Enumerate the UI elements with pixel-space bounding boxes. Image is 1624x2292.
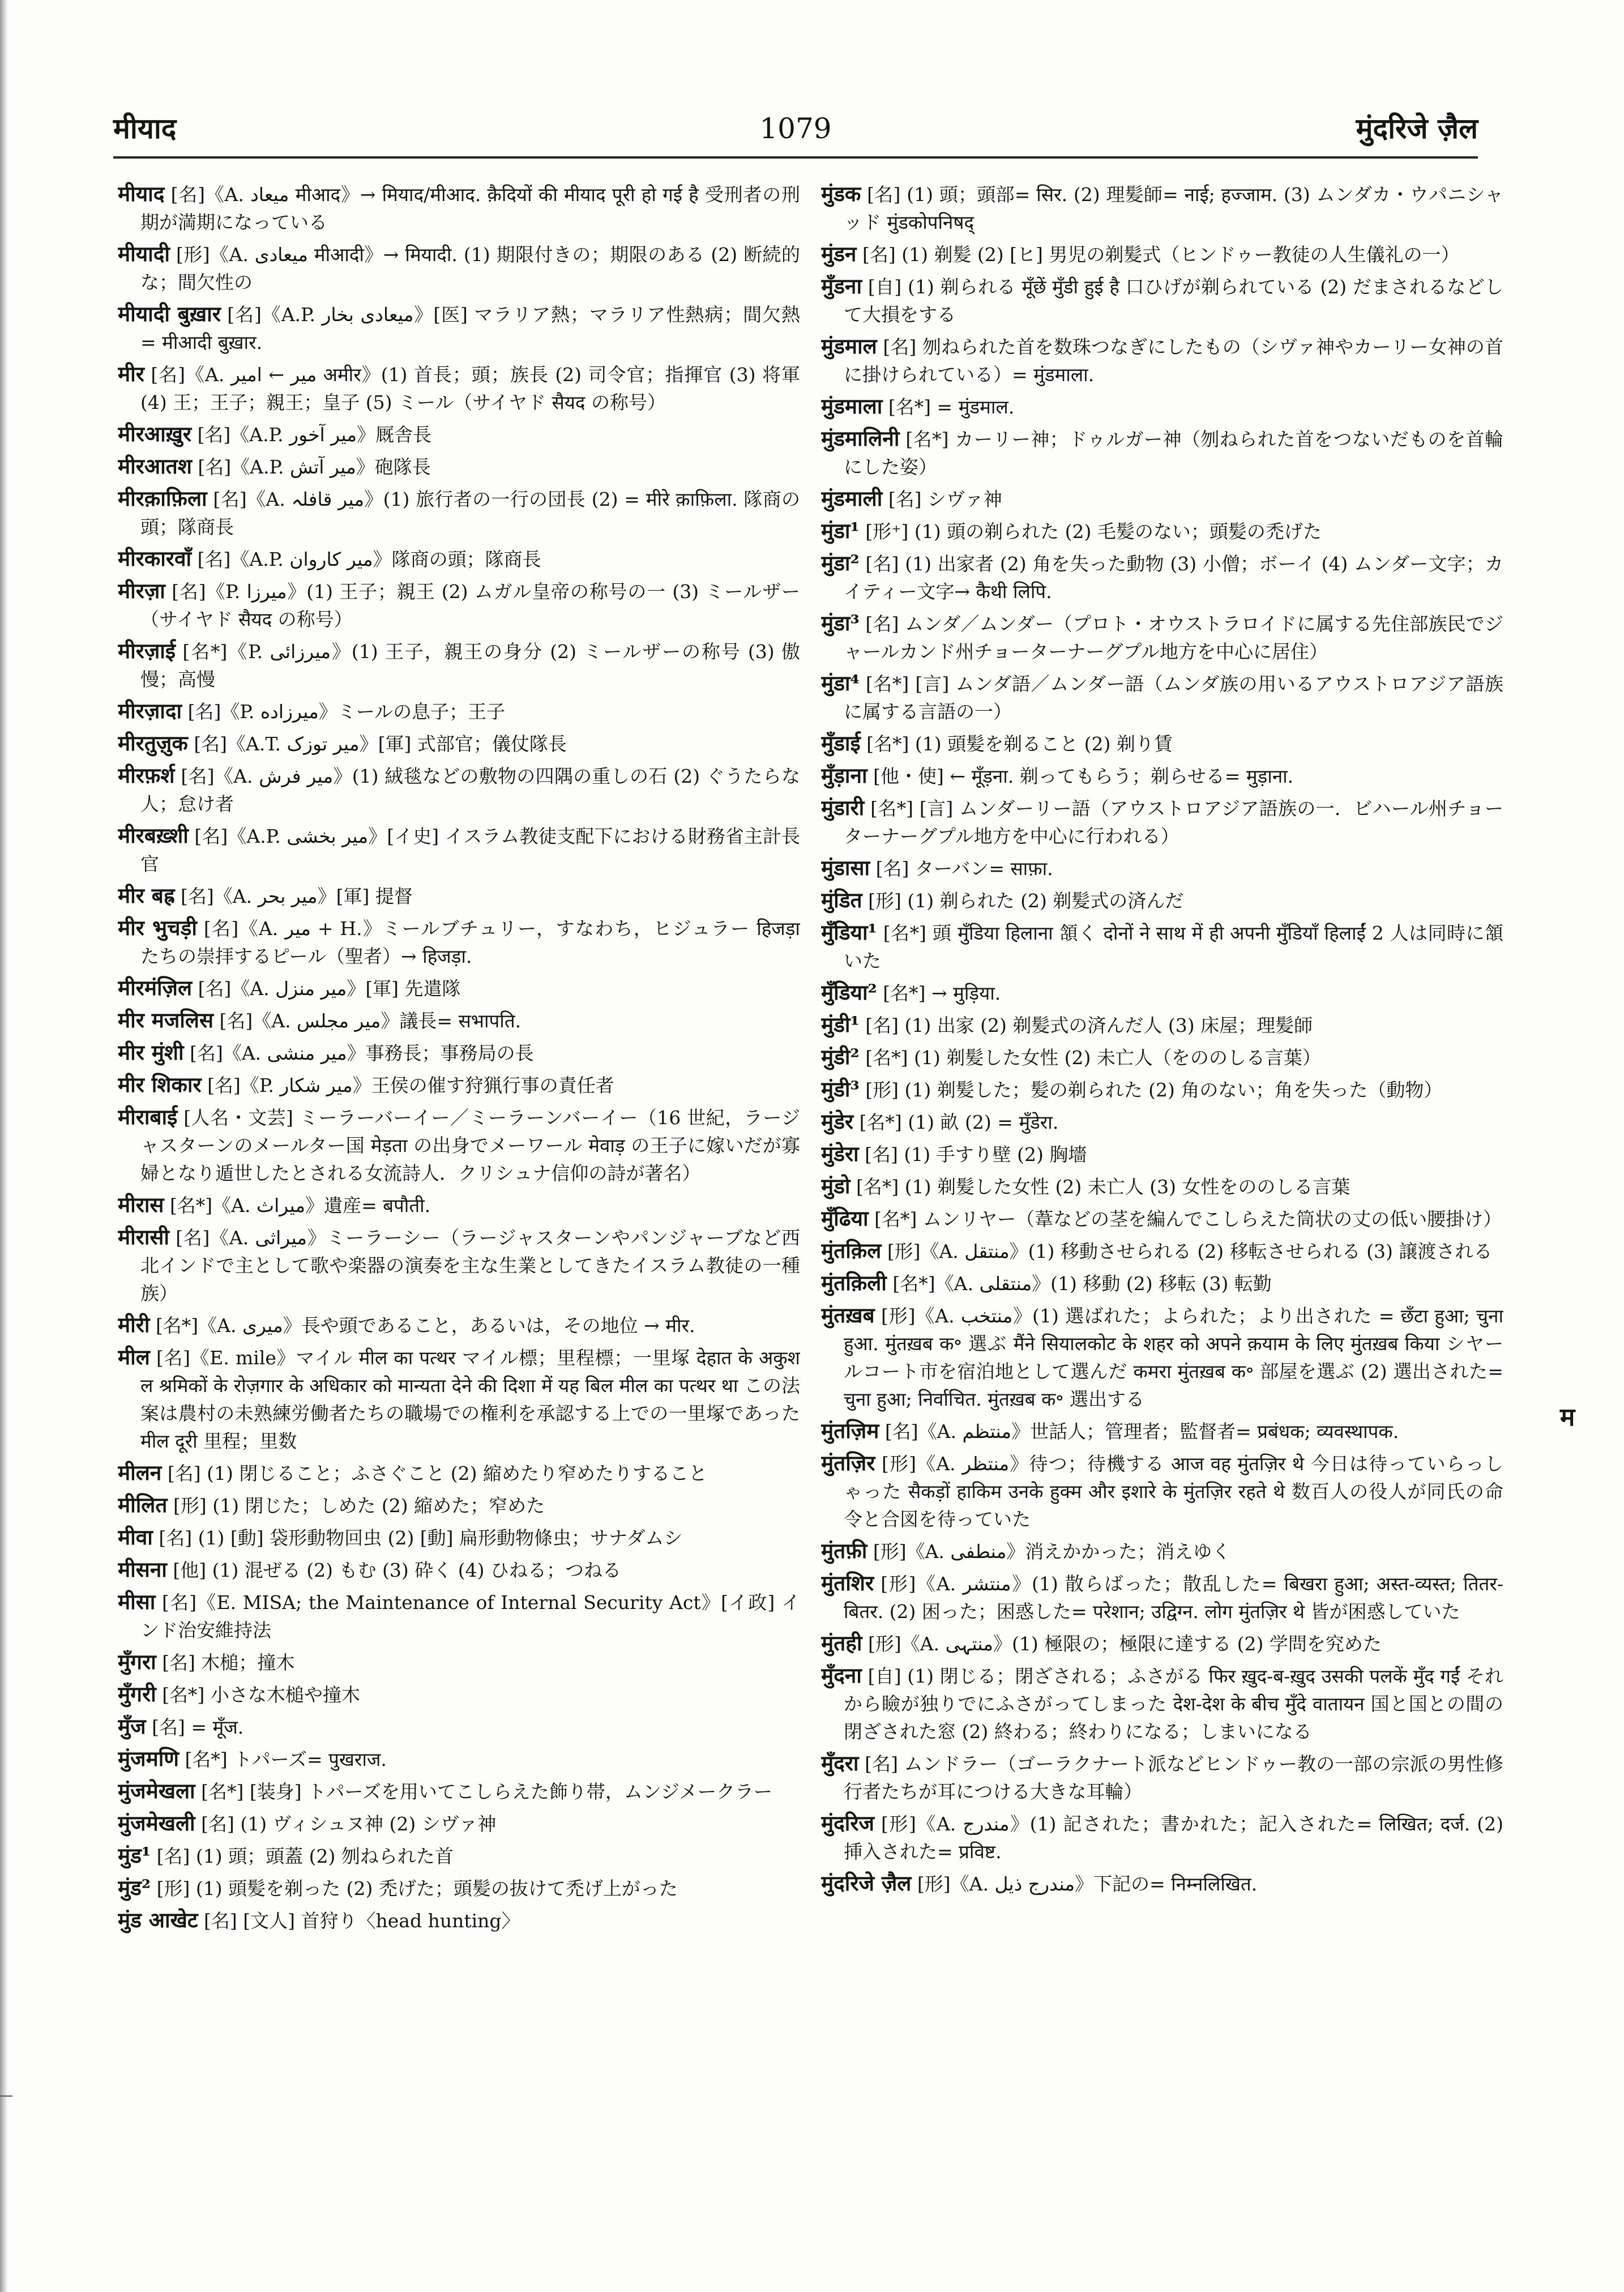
entry-headword: मुंजमेखला <box>118 1778 195 1803</box>
dictionary-entry <box>821 1537 1503 1565</box>
entry-headword: मुँडाई <box>821 731 861 756</box>
dictionary-entry <box>118 1491 800 1520</box>
entry-definition: [名*]《A. میراث》遺産= बपौती. <box>169 1194 431 1217</box>
dictionary-entry <box>821 1749 1503 1806</box>
dictionary-entry <box>821 1140 1503 1168</box>
entry-headword: मुंतफ़ी <box>821 1538 867 1563</box>
entry-headword: मीर बह्र <box>118 883 175 908</box>
entry-definition: [名*] カーリー神；ドゥルガー神（刎ねられた首をつないだものを首輪にした姿） <box>844 428 1503 478</box>
entry-definition: [名*] 頭 मुँडिया हिलाना 頷く दोनों ने साथ में ही अपनी मुँडियाँ हिलाईं 2 人は同時に頷いた <box>844 922 1503 972</box>
dictionary-entry <box>821 669 1503 725</box>
entry-headword: मीसना <box>118 1557 167 1582</box>
entry-definition: [名*] → मुड़िया. <box>883 982 1001 1004</box>
entry-headword: मीरकारवाँ <box>118 546 192 571</box>
entry-definition: [形]《A. مندرج》(1) 記された；書かれた；記入された= लिखित; दर्ज. (2) 挿入された= प्रविष्ट. <box>844 1813 1503 1863</box>
entry-definition: [名] (1) 出家者 (2) 角を失った動物 (3) 小僧；ボーイ (4) ムンダー文字；カイティー文字→ कैथी लिपि. <box>844 553 1503 603</box>
entry-definition: [名]《A. میر قافلہ》(1) 旅行者の一行の団長 (2) = मीरे क़ाफ़िला. 隊商の頭；隊商長 <box>140 488 800 538</box>
entry-definition: [名]《A. میراثی》ミーラーシー（ラージャスターンやパンジャーブなど西北インドで主として歌や楽器の演奏を主な生業としてきたイスラム教徒の一種族） <box>140 1227 800 1304</box>
entry-definition: [名] 刎ねられた首を数珠つなぎにしたもの（シヴァ神やカーリー女神の首に掛けられている）= मुंडमाला. <box>844 336 1503 386</box>
dictionary-entry <box>821 794 1503 850</box>
entry-definition: [名] 木槌；撞木 <box>162 1651 295 1674</box>
dictionary-entry <box>118 1039 800 1067</box>
entry-definition: [名*]《P. میرزائی》(1) 王子，親王の身分 (2) ミールザーの称号 (3) 傲慢；高慢 <box>140 641 800 690</box>
entry-definition: [名]《A. میر منشی》事務長；事務局の長 <box>190 1042 534 1064</box>
entry-definition: [名] シヴァ神 <box>888 488 1002 510</box>
entry-definition: [形]《A. منتظر》待つ；待機する आज वह मुंतज़िर थे 今日は待っていらっしゃった सैकड़ों हाकिम उनके हुक्म और इशारे के मुंतज़िर रहते थे 数百人の役人が同氏の命令と合図を待っていた <box>844 1453 1503 1530</box>
entry-definition: [名] (1) ヴィシュヌ神 (2) シヴァ神 <box>201 1813 497 1835</box>
entry-headword: मुंडक <box>821 181 861 206</box>
dictionary-entry <box>821 1301 1503 1413</box>
entry-definition: [名]《A. میر بحر》[軍] 提督 <box>181 885 413 907</box>
entry-headword: मीर शिकार <box>118 1072 202 1097</box>
page-number: 1079 <box>759 112 832 145</box>
entry-definition: [形]《A. منطفی》消えかかった；消えゆく <box>873 1540 1231 1563</box>
entry-headword: मुँड़ाना <box>821 763 867 788</box>
dictionary-entry <box>821 485 1503 513</box>
entry-headword: मुंडमालिनी <box>821 426 900 451</box>
entry-headword: मुंड² <box>118 1875 151 1900</box>
entry-definition: [名]《A.P. میر آخور》厩舎長 <box>197 424 432 446</box>
entry-headword: मीयाद <box>118 181 165 206</box>
scan-edge-mark <box>0 2095 12 2097</box>
dictionary-entry <box>118 1071 800 1099</box>
entry-headword: मुंडन <box>821 241 857 266</box>
dictionary-entry <box>118 1556 800 1584</box>
dictionary-entry <box>118 1191 800 1219</box>
entry-definition: [名] ターバン= साफ़ा. <box>875 857 1053 880</box>
entry-definition: [名*] = मुंडमाल. <box>888 396 1015 418</box>
entry-headword: मीरज़ादा <box>118 698 182 723</box>
entry-definition: [名]《A. منتظم》世話人；管理者；監督者= प्रबंधक; व्यवस्थापक. <box>884 1420 1399 1442</box>
entry-definition: [名*] トパーズ= पुखराज. <box>185 1748 387 1770</box>
entry-headword: मीर मुंशी <box>118 1040 184 1065</box>
dictionary-entry <box>821 332 1503 389</box>
dictionary-entry <box>821 1011 1503 1039</box>
entry-definition: [形]《A. میعادی मीआदी》→ मियादी. (1) 期限付きの；期限のある (2) 断続的な；間欠性の <box>140 244 800 293</box>
dictionary-entry <box>821 1269 1503 1297</box>
entry-definition: [形] (1) 頭髪を剃った (2) 禿げた；頭髪の抜けて禿げ上がった <box>156 1877 678 1900</box>
dictionary-entry <box>821 272 1503 328</box>
entry-headword: मीरक़ाफ़िला <box>118 486 207 511</box>
entry-definition: [名]《A. میر منزل》[軍] 先遣隊 <box>198 978 461 1000</box>
entry-definition: [名] ムンダ／ムンダー（プロト・オウストラロイドに属する先住部族民でジャールカンド州チョーターナーグプル地方を中心に居住） <box>844 613 1503 663</box>
dictionary-entry <box>118 1906 800 1935</box>
entry-headword: मुंडमाला <box>821 394 883 419</box>
dictionary-entry <box>118 577 800 633</box>
entry-headword: मीराबाई <box>118 1104 178 1129</box>
entry-definition: [他・使] ← मूँड़ना. 剃ってもらう；剃らせる= मुड़ाना. <box>873 765 1294 787</box>
entry-definition: [名] (1) 閉じること；ふさぐこと (2) 縮めたり窄めたりすること <box>167 1462 708 1484</box>
entry-headword: मुंडारी <box>821 795 865 820</box>
entry-headword: मीर मजलिस <box>118 1008 213 1032</box>
entry-definition: [名]《A. میر ← امیر अमीर》(1) 首長；頭；族長 (2) 司令官；指揮官 (3) 将軍 (4) 王；王子；親王；皇子 (5) ミール（サイヤド सैयद の称号） <box>140 364 800 413</box>
entry-headword: मुंदरिज <box>821 1811 874 1836</box>
dictionary-entry <box>118 360 800 416</box>
entry-headword: मुँडिया² <box>821 980 877 1005</box>
entry-headword: मुंतही <box>821 1631 862 1655</box>
entry-headword: मुंड¹ <box>118 1843 151 1868</box>
dictionary-entry <box>821 517 1503 545</box>
dictionary-entry <box>821 425 1503 481</box>
entry-definition: [形]《A. منتقل》(1) 移動させられる (2) 移転させられる (3) 譲渡される <box>887 1240 1493 1262</box>
entry-headword: मुंतशिर <box>821 1570 874 1595</box>
entry-definition: [名*] [装身] トパーズを用いてこしらえた飾り帯，ムンジメークラー <box>201 1781 773 1803</box>
entry-headword: मीरज़ाई <box>118 638 176 663</box>
entry-definition: [形]《A. منتہی》(1) 極限の；極限に達する (2) 学問を究めた <box>867 1633 1382 1655</box>
dictionary-entry <box>118 729 800 758</box>
dictionary-entry <box>118 485 800 541</box>
dictionary-entry <box>821 180 1503 236</box>
entry-definition: [名]《A.P. میر آتش》砲隊長 <box>198 456 431 478</box>
entry-definition: [名]《A. میر مجلس》議長= सभापति. <box>219 1010 522 1032</box>
dictionary-entry <box>821 1205 1503 1233</box>
dictionary-entry <box>118 1777 800 1806</box>
entry-definition: [名] (1) 頭；頭部= सिर. (2) 理髪師= नाई; हज्जाम. (3) ムンダカ・ウパニシャッド मुंडकोपनिषद् <box>844 183 1503 233</box>
entry-definition: [名] = मूँज. <box>152 1716 244 1738</box>
dictionary-entry <box>118 882 800 910</box>
entry-definition: [名] (1) 手すり壁 (2) 胸墻 <box>865 1143 1087 1166</box>
entry-headword: मुंतज़िम <box>821 1418 879 1443</box>
dictionary-entry <box>118 1874 800 1902</box>
dictionary-entry <box>118 1588 800 1644</box>
dictionary-entry <box>118 1745 800 1773</box>
entry-headword: मीर <box>118 361 144 386</box>
dictionary-entry <box>118 1648 800 1676</box>
entry-definition: [名] [文人] 首狩り〈head hunting〉 <box>204 1910 520 1932</box>
entry-headword: मीरआतश <box>118 454 192 479</box>
dictionary-entry <box>118 1809 800 1838</box>
entry-definition: [人名・文芸] ミーラーバーイー／ミーラーンバーイー（16 世紀，ラージャスターンのメールター国 मेड़ता の出身でメーワール मेवाड़ の王子に嫁いだが寡婦となり遁世したとされる女流詩人．クリシュナ信仰の詩が著名） <box>140 1107 800 1184</box>
dictionary-entry <box>118 240 800 296</box>
header-rule <box>113 156 1478 159</box>
entry-definition: [名]《E. mile》マイル मील का पत्थर マイル標；里程標；一里塚 देहात के अकुशल श्रमिकों के रोज़गार के अधिकार को मान्यता देने की दिशा में यह बिल मील का पत्थर था この法案は農村の未熟練労働者たちの職場での権利を承認する上での一里塚であった मील दूरी 里程；里数 <box>140 1347 800 1452</box>
dictionary-entry <box>118 637 800 693</box>
entry-headword: मुंडासा <box>821 855 870 880</box>
dictionary-entry <box>118 300 800 356</box>
entry-headword: मुंदरिजे ज़ैल <box>821 1871 912 1896</box>
entry-definition: [名*] (1) 剃髪した女性 (2) 未亡人（をののしる言葉） <box>865 1047 1321 1069</box>
entry-headword: मीरमंज़िल <box>118 975 193 1000</box>
entry-headword: मुँडिया¹ <box>821 920 877 945</box>
dictionary-entry <box>118 453 800 481</box>
entry-definition: [名]《P. میر شکار》王侯の催す狩猟行事の責任者 <box>207 1074 614 1096</box>
entry-definition: [形] (1) 閉じた；しめた (2) 縮めた；窄めた <box>173 1495 545 1517</box>
dictionary-entry <box>821 1043 1503 1072</box>
entry-headword: मुंडी³ <box>821 1077 860 1102</box>
entry-headword: मुंजमेखली <box>118 1811 195 1836</box>
entry-definition: [形] (1) 剃られた (2) 剃髪式の済んだ <box>868 890 1184 912</box>
dictionary-entry <box>821 1237 1503 1265</box>
entry-definition: [名]《A. میر + H.》ミールブチュリー，すなわち，ヒジュラー हिजड़ा たちの崇拝するピール（聖者）→ हिजड़ा. <box>140 917 800 967</box>
dictionary-entry <box>118 914 800 970</box>
entry-headword: मुँदरा <box>821 1751 859 1775</box>
entry-headword: मुंतख़ब <box>821 1303 875 1328</box>
entry-definition: [形]《A. مندرج ذیل》下記の= निम्नलिखित. <box>917 1873 1258 1895</box>
dictionary-entry <box>118 822 800 878</box>
entry-headword: मीरफ़र्श <box>118 763 175 788</box>
entry-headword: मुंडो <box>821 1173 851 1198</box>
entry-definition: [名] ムンドラー（ゴーラクナート派などヒンドゥー教の一部の宗派の男性修行者たちが耳につける大きな耳輪） <box>844 1753 1503 1803</box>
dictionary-entry <box>821 919 1503 975</box>
dictionary-entry <box>821 609 1503 665</box>
right-guide-word: मुंदरिजे ज़ैल <box>1356 112 1478 145</box>
entry-headword: मुंजमणि <box>118 1746 180 1771</box>
dictionary-entry <box>821 1662 1503 1745</box>
entry-headword: मुंडी¹ <box>821 1012 860 1037</box>
dictionary-entry <box>118 1459 800 1487</box>
dictionary-entry <box>821 729 1503 758</box>
entry-definition: [形⁺] (1) 頭の剃られた (2) 毛髪のない；頭髪の禿げた <box>865 520 1322 543</box>
dictionary-entry <box>118 420 800 449</box>
entry-definition: [名]《P. میرزا》(1) 王子；親王 (2) ムガル皇帝の称号の一 (3) ミールザー（サイヤド सैयद の称号） <box>140 581 800 630</box>
entry-headword: मीरबख़्शी <box>118 823 189 848</box>
entry-definition: [名*]《A. میری》長や頭であること，あるいは，その地位 → मीर. <box>155 1314 695 1337</box>
scan-page-edge <box>0 0 8 2292</box>
entry-definition: [名*] (1) 剃髪した女性 (2) 未亡人 (3) 女性をののしる言葉 <box>856 1176 1351 1198</box>
left-column <box>118 180 800 2174</box>
dictionary-entry <box>821 762 1503 790</box>
dictionary-entry <box>821 1417 1503 1445</box>
entry-headword: मुँगरा <box>118 1649 156 1674</box>
dictionary-entry <box>821 1075 1503 1104</box>
dictionary-entry <box>118 697 800 725</box>
dictionary-entry <box>821 979 1503 1007</box>
entry-definition: [名*] ムンリヤー（葦などの茎を編んでこしらえた筒状の丈の低い腰掛け） <box>874 1208 1502 1230</box>
entry-headword: मुंडा² <box>821 550 860 575</box>
dictionary-entry <box>118 180 800 236</box>
entry-definition: [名*] 小さな木槌や撞木 <box>162 1684 360 1706</box>
entry-definition: [形]《A. منتشر》(1) 散らばった；散乱した= बिखरा हुआ; अस्त-व्यस्त; तितर-बितर. (2) 困った；困惑した= परेशान; उद्विग्न. लोग मुंतज़िर थे 皆が困惑していた <box>844 1573 1503 1623</box>
entry-definition: [自] (1) 剃られる मूँछें मुँडी हुई है 口ひげが剃られている (2) だまされるなどして大損をする <box>844 276 1503 326</box>
dictionary-entry <box>118 1680 800 1709</box>
entry-headword: मीरतुज़ुक <box>118 731 188 756</box>
entry-definition: [名]《A. میعاد मीआद》→ मियाद/मीआद. क़ैदियों की मीयाद पूरी हो गई है 受刑者の刑期が満期になっている <box>140 183 800 233</box>
dictionary-entry <box>821 1172 1503 1201</box>
entry-definition: [名*]《A. منتقلی》(1) 移動 (2) 移転 (3) 転勤 <box>892 1273 1272 1295</box>
entry-headword: मीवा <box>118 1525 153 1550</box>
entry-definition: [他] (1) 混ぜる (2) もむ (3) 砕く (4) ひねる；つねる <box>173 1559 621 1581</box>
dictionary-entry <box>821 886 1503 915</box>
entry-headword: मील <box>118 1345 150 1369</box>
entry-headword: मुँज <box>118 1714 146 1739</box>
entry-headword: मुंड आखेट <box>118 1907 198 1932</box>
entry-headword: मुंडेर <box>821 1109 854 1134</box>
left-guide-word: मीयाद <box>113 112 177 145</box>
entry-definition: [名]《A. میر فرش》(1) 絨毯などの敷物の四隅の重しの石 (2) ぐうたらな人；怠け者 <box>140 765 800 815</box>
right-column <box>821 180 1503 2174</box>
entry-headword: मुँढिया <box>821 1206 869 1231</box>
entry-headword: मीयादी <box>118 241 170 266</box>
dictionary-entry <box>118 762 800 818</box>
entry-headword: मुँदना <box>821 1663 862 1688</box>
thumb-index-letter: म <box>1560 1403 1575 1432</box>
dictionary-entry <box>821 240 1503 268</box>
entry-definition: [名*] [言] ムンダーリー語（アウストロアジア語族の一．ビハール州チョーターナーグプル地方を中心に行われる） <box>844 797 1503 847</box>
dictionary-entry <box>118 1103 800 1187</box>
entry-headword: मीसा <box>118 1589 156 1614</box>
entry-headword: मीरास <box>118 1192 164 1217</box>
dictionary-entry <box>118 1523 800 1552</box>
entry-headword: मुंडमाली <box>821 486 883 511</box>
entry-headword: मुंडमाल <box>821 334 877 358</box>
entry-headword: मुंडा³ <box>821 611 860 635</box>
dictionary-entry <box>118 974 800 1002</box>
entry-definition: [名]《A.P. میعادی بخار》[医] マラリア熱；マラリア性熱病；間欠熱= मीआदी बुख़ार. <box>140 304 800 353</box>
entry-headword: मीलन <box>118 1460 162 1485</box>
entry-headword: मुंतक़िली <box>821 1270 887 1295</box>
entry-definition: [名] (1) [動] 袋形動物回虫 (2) [動] 扁形動物條虫；サナダムシ <box>159 1527 683 1549</box>
dictionary-entry <box>821 1449 1503 1533</box>
dictionary-entry <box>118 1006 800 1035</box>
entry-definition: [名*] [言] ムンダ語／ムンダー語（ムンダ族の用いるアウストロアジア語族に属する言語の一） <box>844 673 1503 723</box>
dictionary-entry <box>821 1569 1503 1625</box>
entry-headword: मुंडित <box>821 887 862 912</box>
entry-definition: [名] (1) 出家 (2) 剃髪式の済んだ人 (3) 床屋；理髪師 <box>865 1014 1313 1036</box>
dictionary-entry <box>821 1809 1503 1866</box>
dictionary-entry <box>118 1713 800 1741</box>
entry-headword: मुंडा⁴ <box>821 671 860 695</box>
dictionary-entry <box>821 1870 1503 1898</box>
entry-headword: मीरी <box>118 1312 150 1337</box>
entry-definition: [名] (1) 頭；頭蓋 (2) 刎ねられた首 <box>156 1845 454 1867</box>
entry-headword: मीरासी <box>118 1224 170 1249</box>
entry-definition: [名*] (1) 畝 (2) = मुँडेरा. <box>859 1111 1059 1133</box>
entry-headword: मुंडा¹ <box>821 518 860 543</box>
entry-definition: [形] (1) 剃髪した；髪の剃られた (2) 角のない；角を失った（動物） <box>865 1079 1443 1101</box>
entry-headword: मीयादी बुख़ार <box>118 301 221 326</box>
dictionary-entry <box>821 1629 1503 1658</box>
entry-definition: [名]《E. MISA; the Maintenance of Internal Security Act》[イ政] インド治安維持法 <box>140 1591 800 1641</box>
entry-definition: [名*] (1) 頭髪を剃ること (2) 剃り賃 <box>866 733 1173 755</box>
dictionary-entry <box>118 545 800 573</box>
entry-headword: मीलित <box>118 1492 168 1517</box>
dictionary-entry <box>118 1343 800 1455</box>
entry-definition: [形]《A. منتخب》(1) 選ばれた；よられた；より出された = छँटा हुआ; चुना हुआ. मुंतख़ब क॰ 選ぶ मैंने सियालकोट के शहर को अपने क़याम के लिए मुंतख़ब किया シヤールコート市を宿泊地として選んだ कमरा मुंतख़ब क॰ 部屋を選ぶ (2) 選出された= चुना हुआ; निर्वाचित. मुंतख़ब क॰ 選出する <box>844 1305 1503 1410</box>
dictionary-entry <box>821 854 1503 882</box>
entry-definition: [名]《A.P. میر کاروان》隊商の頭；隊商長 <box>197 548 541 570</box>
entry-headword: मुंतक़िल <box>821 1238 882 1263</box>
dictionary-entry <box>118 1311 800 1339</box>
entry-definition: [自] (1) 閉じる；閉ざされる；ふさがる फिर ख़ुद-ब-ख़ुद उसकी पलकें मुँद गईं それから瞼が独りでにふさがってしまった देश-देश के बीच मुँदे वातायन 国と国との間の閉ざされた窓 (2) 終わる；終わりになる；しまいになる <box>844 1665 1503 1743</box>
entry-headword: मुँगरी <box>118 1681 156 1706</box>
dictionary-entry <box>821 549 1503 605</box>
entry-definition: [名]《A.T. میر توزک》[軍] 式部官；儀仗隊長 <box>194 733 567 755</box>
entry-headword: मीरआख़ुर <box>118 421 192 446</box>
entry-definition: [名] (1) 剃髪 (2) [ヒ] 男児の剃髪式（ヒンドゥー教徒の人生儀礼の一） <box>862 244 1460 266</box>
entry-headword: मुंडी² <box>821 1044 860 1069</box>
dictionary-entry <box>118 1842 800 1870</box>
entry-definition: [名]《A.P. میر بخشی》[イ史] イスラム教徒支配下における財務省主計長官 <box>140 825 800 875</box>
dictionary-entry <box>821 1108 1503 1136</box>
dictionary-entry <box>118 1223 800 1307</box>
entry-headword: मुंतज़िर <box>821 1450 875 1475</box>
entry-headword: मीर भुचड़ी <box>118 915 197 940</box>
entry-headword: मुँडना <box>821 274 862 298</box>
dictionary-entry <box>821 392 1503 421</box>
entry-definition: [名]《P. میرزاده》ミールの息子；王子 <box>187 701 506 723</box>
entry-headword: मीरज़ा <box>118 578 165 603</box>
entry-headword: मुंडेरा <box>821 1141 859 1166</box>
page-header <box>113 106 1478 151</box>
